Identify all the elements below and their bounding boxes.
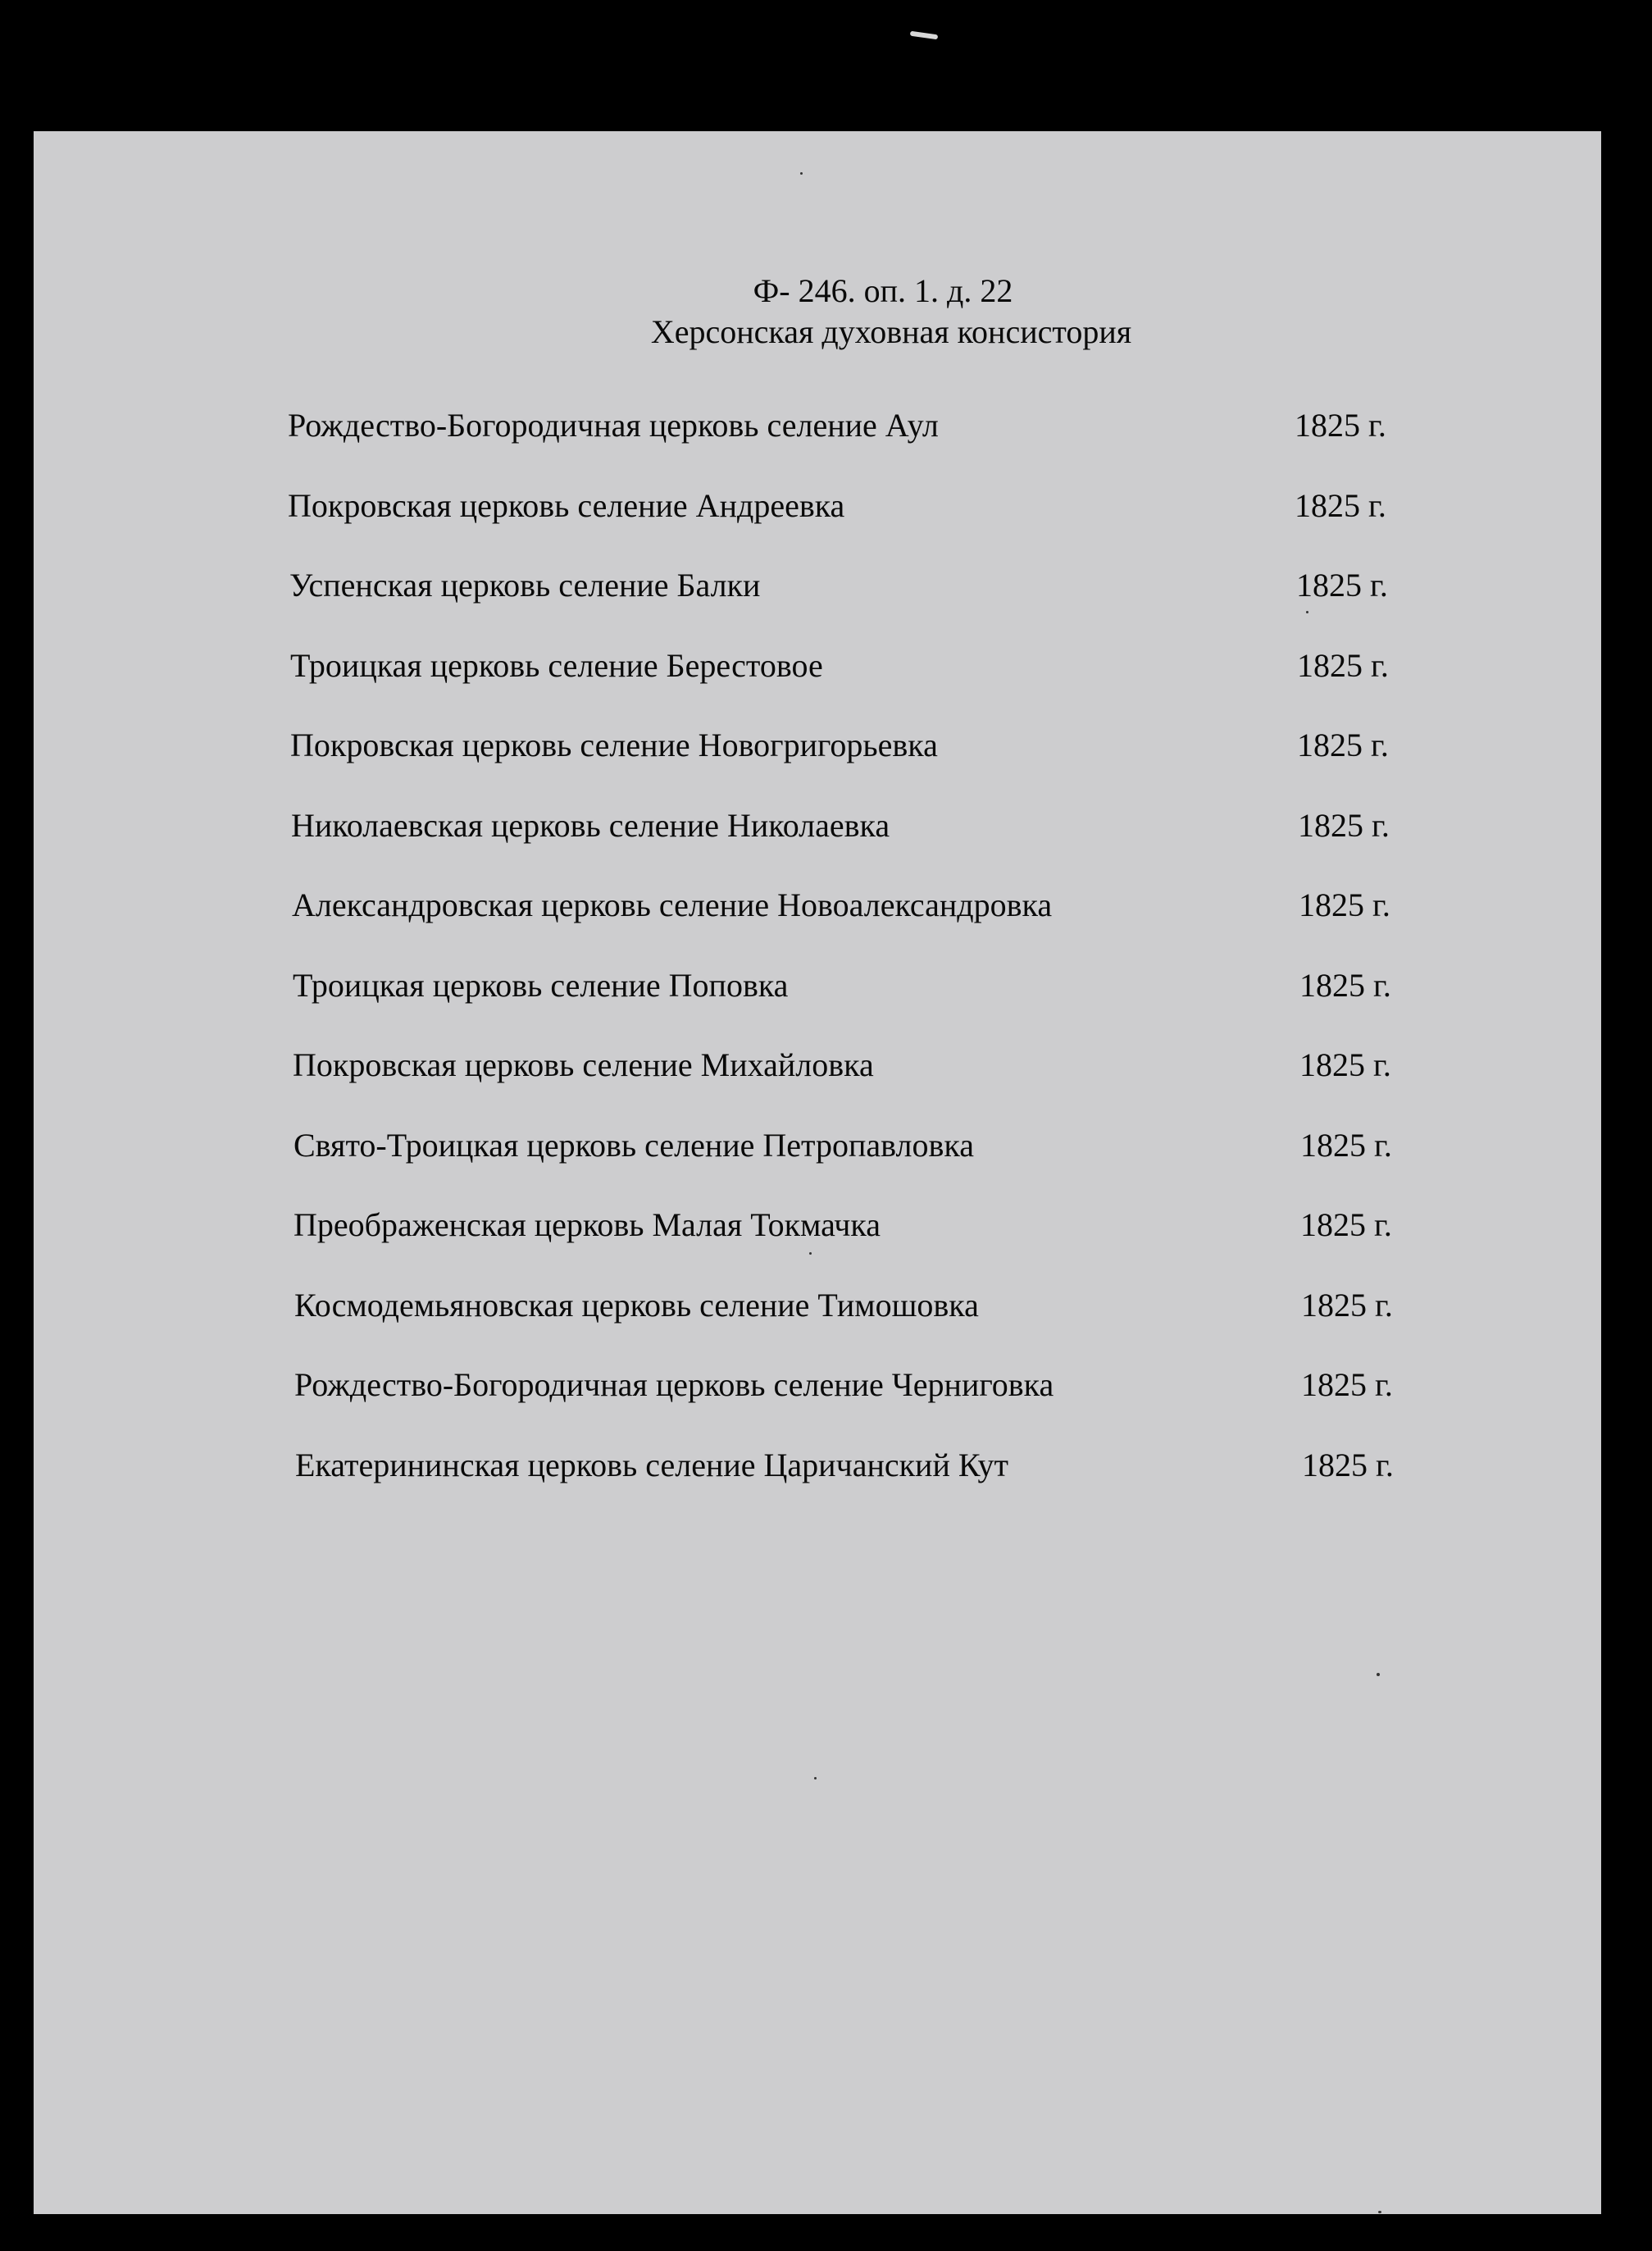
institution-title: Херсонская духовная консистория — [650, 313, 1132, 350]
church-name: Троицкая церковь селение Берестовое — [290, 646, 823, 684]
scan-speck — [1377, 1673, 1380, 1676]
church-list — [288, 385, 1452, 1505]
record-year: 1825 г. — [1301, 1286, 1393, 1324]
list-item — [293, 1025, 1452, 1105]
church-name: Александровская церковь селение Новоалександровка — [292, 886, 1053, 923]
church-name: Свято-Троицкая церковь селение Петропавловка — [294, 1126, 974, 1164]
scan-speck — [1378, 2211, 1381, 2213]
list-item — [288, 385, 1452, 466]
scan-speck — [809, 1252, 812, 1255]
church-name: Рождество-Богородичная церковь селение Аул — [288, 407, 939, 444]
list-item — [291, 786, 1452, 866]
list-item — [290, 626, 1452, 706]
record-year: 1825 г. — [1297, 646, 1389, 684]
church-name: Рождество-Богородичная церковь селение Черниговка — [294, 1366, 1054, 1403]
list-item — [294, 1265, 1452, 1346]
record-year: 1825 г. — [1300, 1206, 1392, 1243]
record-year: 1825 г. — [1295, 486, 1386, 524]
list-item — [295, 1425, 1452, 1506]
church-name: Покровская церковь селение Новогригорьевка — [290, 727, 938, 763]
record-year: 1825 г. — [1299, 886, 1390, 923]
archive-reference: Ф- 246. оп. 1. д. 22 — [753, 272, 1013, 309]
church-name: Преображенская церковь Малая Токмачка — [294, 1206, 881, 1243]
record-year: 1825 г. — [1299, 966, 1391, 1004]
church-name: Покровская церковь селение Андреевка — [288, 486, 845, 524]
scan-artifact — [910, 31, 939, 40]
church-name: Троицкая церковь селение Поповка — [293, 966, 789, 1004]
list-item — [289, 545, 1452, 626]
list-item — [288, 466, 1452, 546]
record-year: 1825 г. — [1296, 567, 1388, 604]
record-year: 1825 г. — [1298, 806, 1390, 844]
list-item — [294, 1345, 1452, 1425]
scan-speck — [800, 172, 803, 175]
list-item — [294, 1105, 1452, 1186]
record-year: 1825 г. — [1300, 1126, 1392, 1164]
list-item — [293, 946, 1452, 1026]
church-name: Николаевская церковь селение Николаевка — [291, 806, 890, 844]
record-year: 1825 г. — [1302, 1446, 1394, 1483]
list-item — [294, 1185, 1452, 1265]
record-year: 1825 г. — [1301, 1366, 1393, 1403]
record-year: 1825 г. — [1297, 727, 1389, 763]
scan-speck — [814, 1777, 817, 1779]
church-name: Покровская церковь селение Михайловка — [293, 1046, 874, 1083]
document-header — [34, 271, 1601, 353]
church-name: Екатерининская церковь селение Царичанский Кут — [295, 1446, 1009, 1483]
list-item — [290, 705, 1452, 786]
scan-speck — [1306, 611, 1308, 613]
list-item — [292, 865, 1452, 946]
church-name: Успенская церковь селение Балки — [289, 567, 761, 604]
document-page — [34, 131, 1601, 2214]
record-year: 1825 г. — [1295, 407, 1386, 444]
church-name: Космодемьяновская церковь селение Тимошовка — [294, 1286, 979, 1324]
record-year: 1825 г. — [1299, 1046, 1391, 1083]
